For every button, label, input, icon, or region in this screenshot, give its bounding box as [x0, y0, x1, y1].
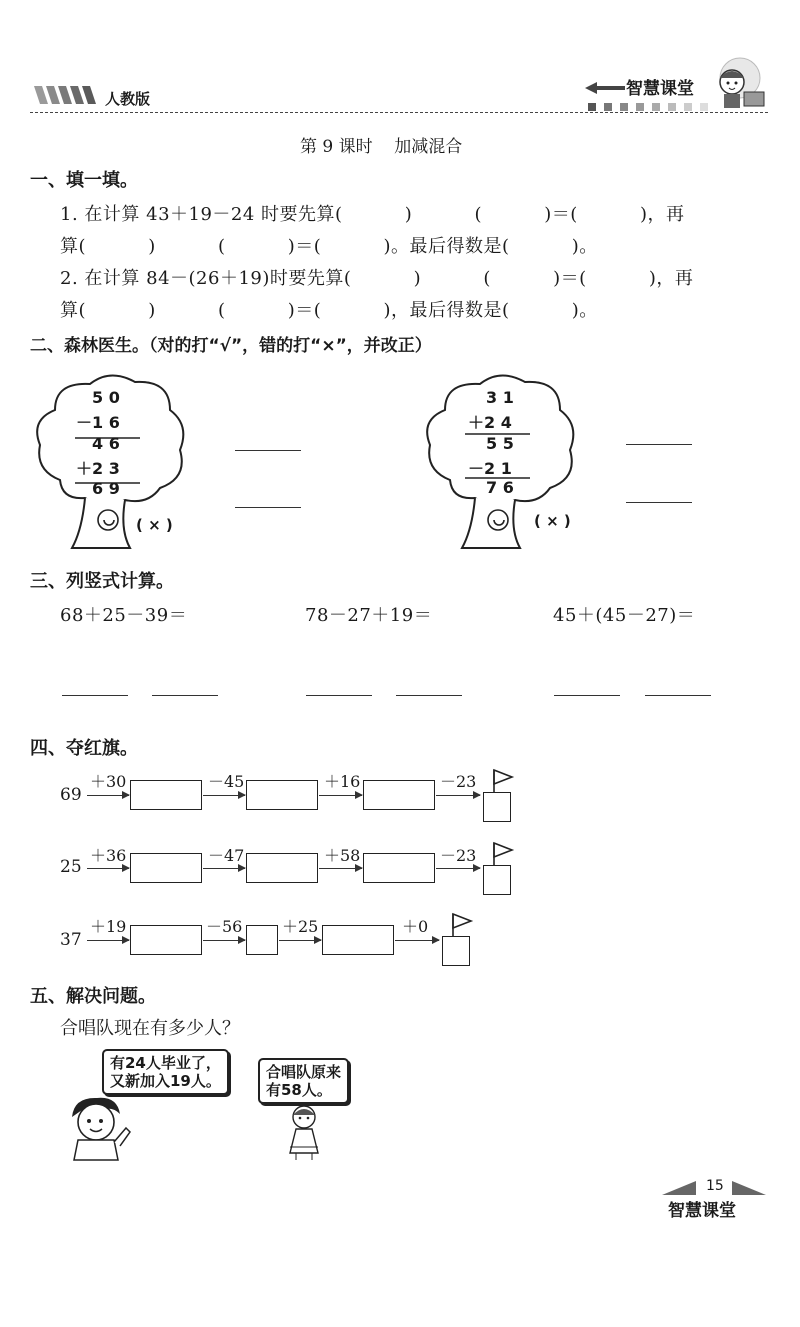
girl-character-icon — [282, 1103, 328, 1165]
tree-1 — [30, 370, 190, 555]
tree1-correction-line2[interactable] — [235, 507, 301, 508]
chain1-arrow1 — [87, 795, 129, 796]
chain2-arrow2 — [203, 868, 245, 869]
bubble1-line2: 又新加入19人。 — [110, 1072, 221, 1090]
answer-line-2b[interactable] — [396, 695, 462, 696]
chain3-box2[interactable] — [246, 925, 278, 955]
chain3-op4: ＋0 — [402, 917, 429, 936]
header-squares — [588, 98, 718, 117]
chain2-start: 25 — [60, 857, 82, 877]
chain3-op1: ＋19 — [90, 917, 127, 936]
footer-brand: 智慧课堂 — [668, 1201, 736, 1221]
chain3-arrow1 — [87, 940, 129, 941]
chain2-arrow4 — [436, 868, 480, 869]
chain1-flag-box[interactable] — [483, 792, 511, 822]
chain1-op3: ＋16 — [324, 772, 361, 791]
lesson-title: 第 9 课时 加减混合 — [300, 137, 463, 157]
tree1-correction-line1[interactable] — [235, 450, 301, 451]
chain3-arrow3 — [279, 940, 321, 941]
header-stripes — [30, 84, 100, 106]
problem-question: 合唱队现在有多少人？ — [60, 1018, 240, 1039]
tree2-row5: 7 6 — [486, 478, 514, 497]
tree2-row1: 3 1 — [486, 388, 514, 407]
chain2-flag-box[interactable] — [483, 865, 511, 895]
chain1-box3[interactable] — [363, 780, 435, 810]
chain2-arrow1 — [87, 868, 129, 869]
tree2-row2: ＋2 4 — [468, 413, 512, 432]
tree2-correction-line1[interactable] — [626, 444, 692, 445]
answer-line-1a[interactable] — [62, 695, 128, 696]
girl-mascot-icon — [706, 56, 768, 116]
chain3-op3: ＋25 — [282, 917, 319, 936]
tree2-row3: 5 5 — [486, 434, 514, 453]
section5-heading: 五、解决问题。 — [30, 986, 156, 1007]
q1-line1: 1. 在计算 43＋19－24 时要先算( ) ( )＝( )，再 — [60, 204, 685, 225]
chain2-arrow3 — [319, 868, 362, 869]
chain1-arrow2 — [203, 795, 245, 796]
tree1-row1: 5 0 — [92, 388, 120, 407]
expr-3: 45＋(45－27)＝ — [553, 605, 696, 626]
chain1-arrow3 — [319, 795, 362, 796]
header-brand: 智慧课堂 — [626, 79, 694, 99]
chain2-op2: －47 — [208, 846, 245, 865]
chain3-start: 37 — [60, 930, 82, 950]
section3-heading: 三、列竖式计算。 — [30, 571, 174, 592]
speech-bubble-girl — [258, 1058, 349, 1104]
q2-line1: 2. 在计算 84－(26＋19)时要先算( ) ( )＝( )，再 — [60, 268, 694, 289]
tree2-row4: －2 1 — [468, 459, 512, 478]
chain3-flag-box[interactable] — [442, 936, 470, 966]
chain2-op1: ＋36 — [90, 846, 127, 865]
chain2-box2[interactable] — [246, 853, 318, 883]
chain1-box2[interactable] — [246, 780, 318, 810]
chain1-op4: －23 — [440, 772, 477, 791]
speech-bubble-boy — [102, 1049, 229, 1095]
expr-2: 78－27＋19＝ — [305, 605, 433, 626]
chain1-box1[interactable] — [130, 780, 202, 810]
section1-heading: 一、填一填。 — [30, 170, 138, 191]
tree-2 — [420, 370, 580, 555]
chain1-op2: －45 — [208, 772, 245, 791]
tree1-row5: 6 9 — [92, 479, 120, 498]
tree1-row3: 4 6 — [92, 434, 120, 453]
bubble2-line1: 合唱队原来 — [266, 1063, 342, 1081]
section2-heading: 二、森林医生。（对的打“√”，错的打“×”，并改正） — [30, 336, 432, 356]
expr-1: 68＋25－39＝ — [60, 605, 188, 626]
chain2-box3[interactable] — [363, 853, 435, 883]
answer-line-3b[interactable] — [645, 695, 711, 696]
tree1-row4: ＋2 3 — [76, 459, 120, 478]
section4-heading: 四、夺红旗。 — [30, 738, 138, 759]
answer-line-1b[interactable] — [152, 695, 218, 696]
chain1-start: 69 — [60, 785, 82, 805]
chain3-box3[interactable] — [322, 925, 394, 955]
chain2-op4: －23 — [440, 846, 477, 865]
tree2-correction-line2[interactable] — [626, 502, 692, 503]
bubble1-line1: 有24人毕业了， — [110, 1054, 221, 1072]
chain2-box1[interactable] — [130, 853, 202, 883]
answer-line-3a[interactable] — [554, 695, 620, 696]
chain3-op2: －56 — [206, 917, 243, 936]
chain3-box1[interactable] — [130, 925, 202, 955]
chain3-arrow2 — [203, 940, 245, 941]
chain3-arrow4 — [395, 940, 439, 941]
stripe-decoration — [30, 84, 100, 106]
tree1-row2: －1 6 — [76, 413, 120, 432]
edition-label: 人教版 — [105, 90, 151, 108]
header-arrow-icon — [585, 80, 625, 99]
chain1-op1: ＋30 — [90, 772, 127, 791]
chain2-op3: ＋58 — [324, 846, 361, 865]
answer-line-2a[interactable] — [306, 695, 372, 696]
chain1-arrow4 — [436, 795, 480, 796]
page-number: 15 — [706, 1178, 724, 1194]
header-dashed-rule — [30, 112, 768, 113]
q1-line2: 算( ) ( )＝( )。最后得数是( )。 — [60, 236, 598, 257]
tree1-mark: ( × ) — [136, 516, 173, 534]
bubble2-line2: 有58人。 — [266, 1081, 332, 1099]
boy-character-icon — [62, 1092, 140, 1166]
tree2-mark: ( × ) — [534, 512, 571, 530]
q2-line2: 算( ) ( )＝( )，最后得数是( )。 — [60, 300, 598, 321]
